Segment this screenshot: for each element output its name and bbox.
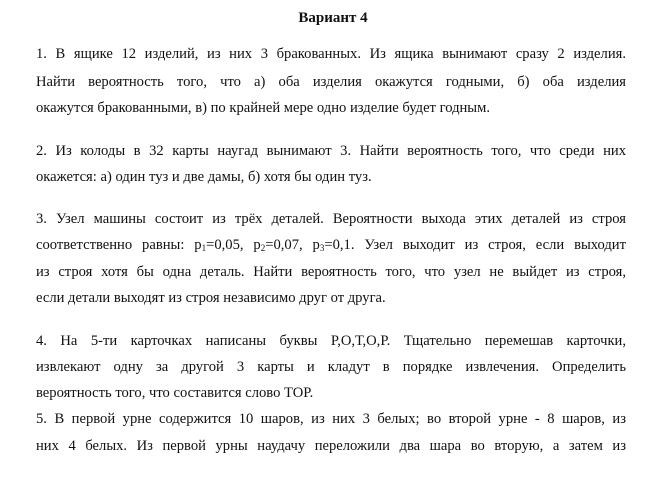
p3-sub-1: 1	[201, 243, 207, 253]
problem-2-line-2: окажется: а) один туз и две дамы, б) хотя бы один туз.	[36, 169, 372, 185]
problem-1-line-3: окажутся бракованными, в) по крайней мере одно изделие будет годным.	[36, 100, 491, 116]
p3-text-b: =0,05, p	[206, 237, 261, 253]
problem-3-line-2	[36, 235, 626, 255]
problem-3-line-3: из строя хотя бы одна деталь. Найти вероятность того, что узел не выйдет из строя,	[36, 264, 626, 280]
p3-text-c: =0,07, p	[265, 237, 320, 253]
problem-1-line-1: 1. В ящике 12 изделий, из них 3 бракованных. Из ящика вынимают сразу 2 изделия.	[36, 46, 626, 62]
problem-3-line-1: 3. Узел машины состоит из трёх деталей. Вероятности выхода этих деталей из строя	[36, 211, 626, 227]
variant-title: Вариант 4	[298, 10, 368, 26]
problem-2-line-1: 2. Из колоды в 32 карты наугад вынимают 3. Найти вероятность того, что среди них	[36, 143, 626, 159]
p3-sub-2: 2	[260, 243, 266, 253]
problem-4-line-3: вероятность того, что составится слово ТОР.	[36, 385, 314, 401]
p3-sub-3: 3	[319, 243, 325, 253]
p3-text-a: соответственно равны: p	[36, 237, 202, 253]
problem-4-line-2: извлекают одну за другой 3 карты и кладут в порядке извлечения. Определить	[36, 359, 626, 375]
problem-5-line-2: них 4 белых. Из первой урны наудачу переложили два шара во вторую, а затем из	[36, 438, 626, 454]
problem-1-line-2: Найти вероятность того, что а) оба изделия окажутся годными, б) оба изделия	[36, 74, 626, 90]
problem-3-line-4: если детали выходят из строя независимо друг от друга.	[36, 290, 386, 306]
p3-text-d: =0,1. Узел выходит из строя, если выходит	[324, 237, 626, 253]
problem-5-line-1: 5. В первой урне содержится 10 шаров, из них 3 белых; во второй урне - 8 шаров, из	[36, 411, 626, 427]
problem-4-line-1: 4. На 5-ти карточках написаны буквы Р,О,Т,О,Р. Тщательно перемешав карточки,	[36, 333, 626, 349]
